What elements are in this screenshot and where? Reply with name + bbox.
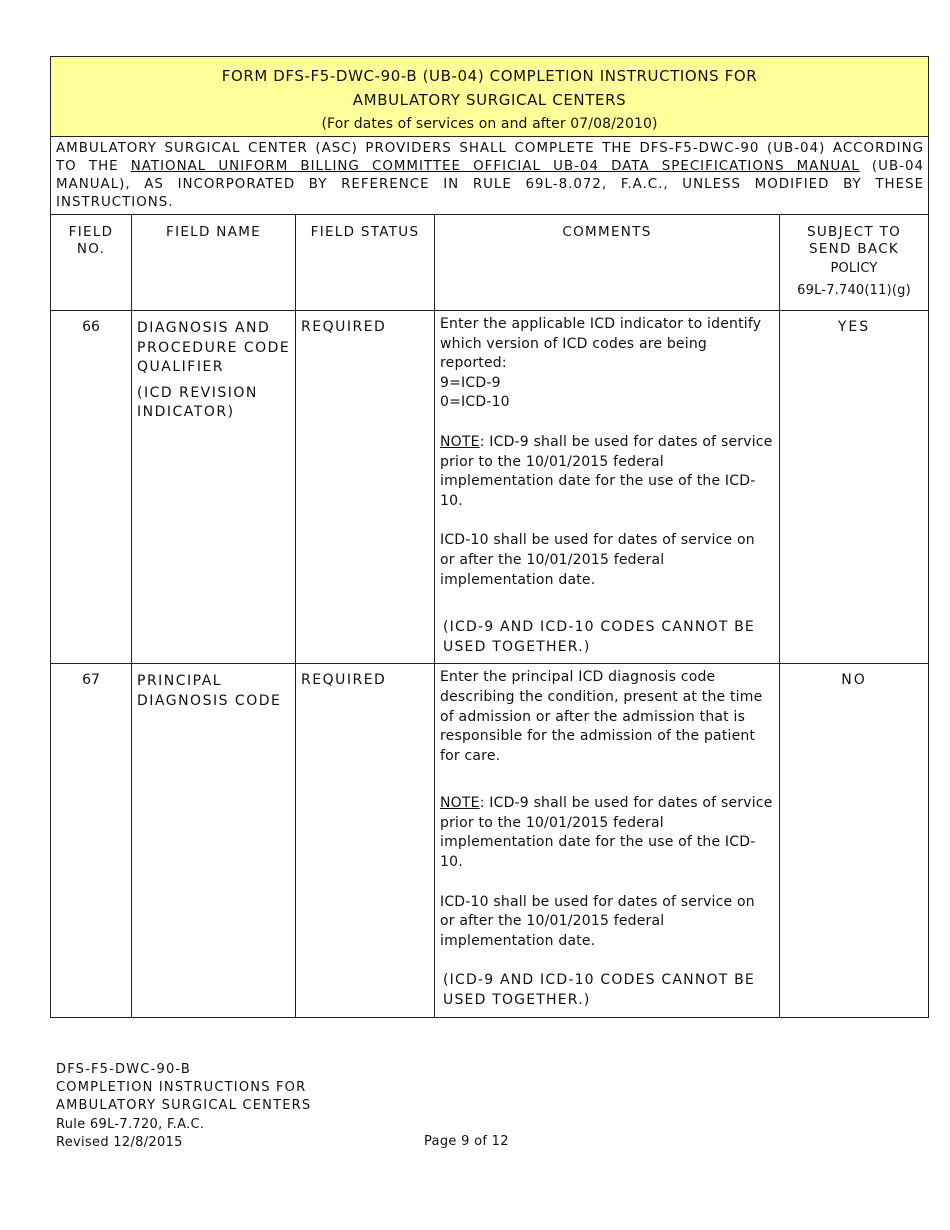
field-name-text: PRINCIPAL DIAGNOSIS CODE: [137, 673, 282, 709]
footer-revised-date: Revised 12/8/2015: [56, 1134, 183, 1150]
header-field-no: [51, 215, 132, 311]
table-row: [51, 311, 929, 664]
form-title-line2: AMBULATORY SURGICAL CENTERS: [352, 91, 627, 109]
field-name-subtext: (ICD REVISION INDICATOR): [137, 384, 258, 420]
table-row: [51, 664, 929, 1017]
header-comments: [435, 215, 780, 311]
field-status: REQUIRED: [296, 311, 435, 664]
page-footer: [56, 1061, 311, 1152]
header-comments-label: COMMENTS: [562, 224, 652, 240]
header-subject-line3: POLICY: [830, 261, 878, 276]
header-subject-line2: SEND BACK: [808, 241, 900, 257]
field-name-text: DIAGNOSIS AND PROCEDURE CODE QUALIFIER: [137, 320, 291, 375]
footer-form-id: DFS-F5-DWC-90-B: [56, 1062, 191, 1077]
comment-main: Enter the applicable ICD indicator to identify which version of ICD codes are being reported:: [440, 316, 762, 372]
intro-text-part1: AMBULATORY SURGICAL CENTER (ASC) PROVIDERS SHALL COMPLETE THE DFS-F5-DWC-90 (UB-04) ACCORDING TO THE: [56, 141, 925, 174]
form-title-banner: [51, 57, 929, 137]
header-field-no-line2: NO.: [76, 241, 106, 257]
header-subject-to-send-back: [780, 215, 929, 311]
note-text: : ICD-9 shall be used for dates of service prior to the 10/01/2015 federal implementation date for the use of the ICD-10.: [440, 795, 773, 871]
comment-warning: (ICD-9 AND ICD-10 CODES CANNOT BE USED TOGETHER.): [443, 972, 755, 1009]
page-number: Page 9 of 12: [424, 1134, 509, 1149]
note-label: NOTE: [440, 433, 480, 450]
field-comments: [435, 311, 780, 664]
comment-icd10: ICD-10 shall be used for dates of service on or after the 10/01/2015 federal implementation date.: [440, 893, 755, 949]
comment-note: [440, 794, 773, 872]
intro-paragraph: [51, 137, 929, 215]
form-title-line1: FORM DFS-F5-DWC-90-B (UB-04) COMPLETION INSTRUCTIONS FOR: [221, 67, 758, 85]
header-subject-line1: SUBJECT TO: [806, 224, 902, 240]
header-field-status-label: FIELD STATUS: [310, 224, 420, 240]
form-title-dates: (For dates of services on and after 07/08/2010): [321, 116, 658, 132]
header-field-no-line1: FIELD: [68, 224, 114, 240]
column-header-row: [51, 215, 929, 311]
comment-option: 0=ICD-10: [440, 394, 510, 411]
intro-text-part2: (UB-04 MANUAL), AS INCORPORATED BY REFERENCE IN RULE 69L-8.072, F.A.C., UNLESS MODIFIED BY THESE INSTRUCTIONS.: [56, 159, 925, 210]
note-text: : ICD-9 shall be used for dates of service prior to the 10/01/2015 federal implementation date for the use of the ICD-10.: [440, 433, 773, 509]
field-name: [132, 664, 296, 1017]
header-field-name: [132, 215, 296, 311]
footer-doc-title-line2: AMBULATORY SURGICAL CENTERS: [56, 1098, 312, 1114]
comment-note: [440, 433, 773, 511]
instructions-table: [50, 56, 929, 1018]
intro-manual-reference: NATIONAL UNIFORM BILLING COMMITTEE OFFICIAL UB-04 DATA SPECIFICATIONS MANUAL: [130, 159, 860, 174]
comment-icd10: ICD-10 shall be used for dates of service on or after the 10/01/2015 federal implementation date.: [440, 532, 755, 588]
comment-option: 9=ICD-9: [440, 374, 501, 391]
header-field-name-label: FIELD NAME: [166, 224, 261, 240]
field-number: 66: [51, 311, 132, 664]
header-field-status: [296, 215, 435, 311]
footer-rule: Rule 69L-7.720, F.A.C.: [56, 1116, 205, 1132]
send-back-policy-value: YES: [780, 311, 929, 664]
field-comments: [435, 664, 780, 1017]
header-subject-rule: 69L-7.740(11)(g): [797, 283, 911, 298]
field-name: [132, 311, 296, 664]
note-label: NOTE: [440, 795, 480, 812]
comment-main: Enter the principal ICD diagnosis code describing the condition, present at the time of admission or after the admission that is responsible for the admission of the patient for care.: [440, 669, 763, 764]
field-status: REQUIRED: [296, 664, 435, 1017]
footer-doc-title-line1: COMPLETION INSTRUCTIONS FOR: [56, 1080, 307, 1096]
send-back-policy-value: NO: [780, 664, 929, 1017]
field-number: 67: [51, 664, 132, 1017]
comment-warning: (ICD-9 AND ICD-10 CODES CANNOT BE USED TOGETHER.): [443, 619, 755, 655]
